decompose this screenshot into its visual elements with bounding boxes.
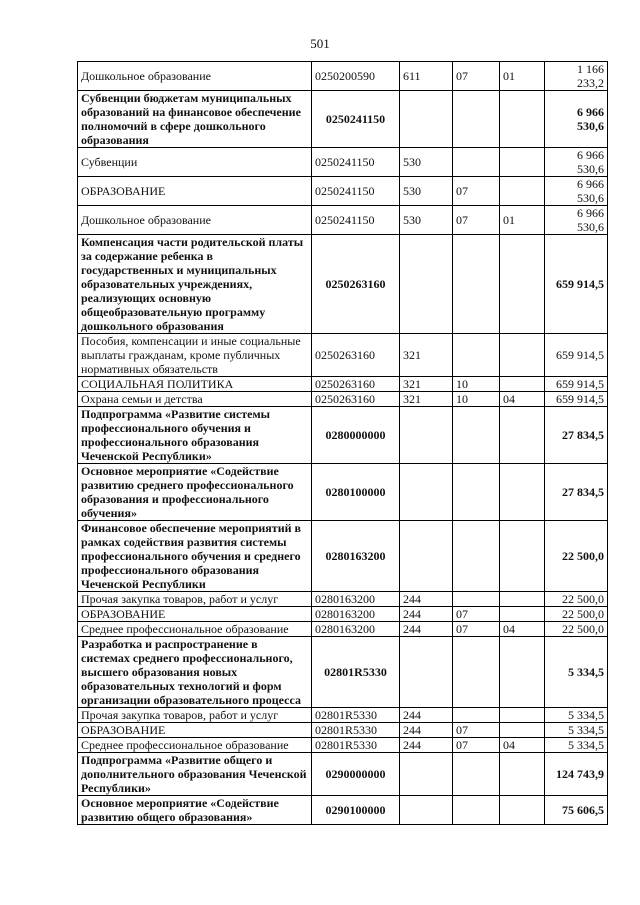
row-amount: 6 966 530,6	[545, 91, 608, 148]
row-amount: 27 834,5	[545, 407, 608, 464]
row-section: 07	[453, 622, 500, 637]
row-name: Охрана семьи и детства	[78, 392, 312, 407]
row-name: Среднее профессиональное образование	[78, 622, 312, 637]
row-subsection	[500, 796, 545, 825]
row-expense-type: 244	[400, 592, 453, 607]
row-name: ОБРАЗОВАНИЕ	[78, 607, 312, 622]
table-row	[78, 206, 608, 235]
row-name: Основное мероприятие «Содействие развитию среднего профессионального образования и профессионального обучения»	[78, 464, 312, 521]
row-section	[453, 407, 500, 464]
row-section	[453, 521, 500, 592]
row-code: 0250241150	[312, 91, 400, 148]
row-subsection	[500, 592, 545, 607]
row-amount: 27 834,5	[545, 464, 608, 521]
row-amount: 22 500,0	[545, 622, 608, 637]
row-section	[453, 235, 500, 334]
row-code: 02801R5330	[312, 637, 400, 708]
row-expense-type	[400, 235, 453, 334]
row-section	[453, 334, 500, 377]
row-section: 07	[453, 206, 500, 235]
row-expense-type	[400, 796, 453, 825]
row-section: 10	[453, 377, 500, 392]
row-name: Подпрограмма «Развитие общего и дополнительного образования Чеченской Республики»	[78, 753, 312, 796]
row-expense-type	[400, 753, 453, 796]
table-row	[78, 753, 608, 796]
row-amount: 22 500,0	[545, 607, 608, 622]
row-amount: 5 334,5	[545, 708, 608, 723]
row-section: 07	[453, 723, 500, 738]
table-row	[78, 521, 608, 592]
row-amount: 659 914,5	[545, 392, 608, 407]
row-amount: 5 334,5	[545, 637, 608, 708]
row-code: 0250200590	[312, 62, 400, 91]
table-row	[78, 334, 608, 377]
row-expense-type: 530	[400, 148, 453, 177]
row-code: 0290100000	[312, 796, 400, 825]
row-section	[453, 592, 500, 607]
row-code: 0280163200	[312, 622, 400, 637]
row-expense-type: 321	[400, 392, 453, 407]
row-code: 0250241150	[312, 206, 400, 235]
row-amount: 75 606,5	[545, 796, 608, 825]
row-expense-type	[400, 521, 453, 592]
row-subsection	[500, 723, 545, 738]
row-code: 0280163200	[312, 521, 400, 592]
row-subsection	[500, 91, 545, 148]
row-code: 0280000000	[312, 407, 400, 464]
row-section	[453, 708, 500, 723]
row-name: ОБРАЗОВАНИЕ	[78, 723, 312, 738]
row-name: Компенсация части родительской платы за содержание ребенка в государственных и муниципальных образовательных учреждениях, реализующих основную общеобразовательную программу дошкольного образования	[78, 235, 312, 334]
row-expense-type: 244	[400, 607, 453, 622]
row-subsection	[500, 464, 545, 521]
row-section	[453, 796, 500, 825]
row-code: 0280100000	[312, 464, 400, 521]
row-expense-type	[400, 637, 453, 708]
table-row	[78, 377, 608, 392]
row-section	[453, 91, 500, 148]
row-expense-type: 611	[400, 62, 453, 91]
table-row	[78, 62, 608, 91]
row-code: 0250241150	[312, 148, 400, 177]
row-code: 02801R5330	[312, 723, 400, 738]
row-subsection	[500, 377, 545, 392]
row-section: 07	[453, 177, 500, 206]
row-section: 07	[453, 607, 500, 622]
row-name: Подпрограмма «Развитие системы профессионального обучения и профессионального образования Чеченской Республики»	[78, 407, 312, 464]
table-row	[78, 177, 608, 206]
row-amount: 6 966 530,6	[545, 148, 608, 177]
row-amount: 6 966 530,6	[545, 177, 608, 206]
row-subsection	[500, 637, 545, 708]
row-expense-type: 244	[400, 723, 453, 738]
row-name: Прочая закупка товаров, работ и услуг	[78, 592, 312, 607]
row-code: 0250263160	[312, 392, 400, 407]
table-row	[78, 392, 608, 407]
row-section: 07	[453, 738, 500, 753]
row-code: 0290000000	[312, 753, 400, 796]
row-code: 02801R5330	[312, 708, 400, 723]
row-name: Дошкольное образование	[78, 206, 312, 235]
row-code: 0250263160	[312, 334, 400, 377]
row-code: 0250263160	[312, 235, 400, 334]
row-name: Финансовое обеспечение мероприятий в рамках содействия развития системы профессионального обучения и среднего профессионального образования Чеченской Республики	[78, 521, 312, 592]
row-subsection	[500, 177, 545, 206]
row-amount: 1 166 233,2	[545, 62, 608, 91]
row-expense-type: 530	[400, 206, 453, 235]
row-amount: 22 500,0	[545, 592, 608, 607]
row-subsection: 04	[500, 738, 545, 753]
row-expense-type: 244	[400, 708, 453, 723]
row-subsection	[500, 334, 545, 377]
row-name: СОЦИАЛЬНАЯ ПОЛИТИКА	[78, 377, 312, 392]
row-name: Субвенции	[78, 148, 312, 177]
row-expense-type: 244	[400, 622, 453, 637]
table-row	[78, 723, 608, 738]
row-code: 02801R5330	[312, 738, 400, 753]
table-row	[78, 407, 608, 464]
row-amount: 22 500,0	[545, 521, 608, 592]
row-amount: 6 966 530,6	[545, 206, 608, 235]
row-expense-type: 530	[400, 177, 453, 206]
row-subsection: 01	[500, 62, 545, 91]
row-subsection	[500, 708, 545, 723]
row-amount: 659 914,5	[545, 377, 608, 392]
row-amount: 659 914,5	[545, 235, 608, 334]
row-code: 0280163200	[312, 607, 400, 622]
row-name: Пособия, компенсации и иные социальные выплаты гражданам, кроме публичных нормативных обязательств	[78, 334, 312, 377]
row-subsection	[500, 235, 545, 334]
row-code: 0250241150	[312, 177, 400, 206]
row-name: ОБРАЗОВАНИЕ	[78, 177, 312, 206]
row-subsection: 01	[500, 206, 545, 235]
row-subsection	[500, 407, 545, 464]
table-body	[78, 62, 608, 825]
table-row	[78, 738, 608, 753]
row-expense-type: 244	[400, 738, 453, 753]
table-row	[78, 708, 608, 723]
row-expense-type: 321	[400, 334, 453, 377]
row-code: 0250263160	[312, 377, 400, 392]
row-subsection	[500, 148, 545, 177]
budget-table	[77, 61, 608, 825]
table-row	[78, 91, 608, 148]
row-expense-type	[400, 464, 453, 521]
row-amount: 124 743,9	[545, 753, 608, 796]
table-row	[78, 592, 608, 607]
row-expense-type	[400, 91, 453, 148]
table-row	[78, 796, 608, 825]
row-section: 10	[453, 392, 500, 407]
row-name: Дошкольное образование	[78, 62, 312, 91]
row-subsection	[500, 607, 545, 622]
row-name: Прочая закупка товаров, работ и услуг	[78, 708, 312, 723]
row-name: Разработка и распространение в системах среднего профессионального, высшего образования новых образовательных технологий и форм организации образовательного процесса	[78, 637, 312, 708]
table-row	[78, 607, 608, 622]
row-section	[453, 637, 500, 708]
page-number: 501	[310, 36, 330, 51]
row-name: Основное мероприятие «Содействие развитию общего образования»	[78, 796, 312, 825]
row-expense-type: 321	[400, 377, 453, 392]
row-amount: 659 914,5	[545, 334, 608, 377]
row-subsection: 04	[500, 622, 545, 637]
row-section	[453, 464, 500, 521]
table-row	[78, 622, 608, 637]
row-amount: 5 334,5	[545, 738, 608, 753]
row-section: 07	[453, 62, 500, 91]
row-subsection	[500, 521, 545, 592]
row-section	[453, 753, 500, 796]
table-row	[78, 637, 608, 708]
row-subsection	[500, 753, 545, 796]
row-amount: 5 334,5	[545, 723, 608, 738]
row-section	[453, 148, 500, 177]
row-code: 0280163200	[312, 592, 400, 607]
table-row	[78, 148, 608, 177]
row-name: Субвенции бюджетам муниципальных образований на финансовое обеспечение полномочий в сфере дошкольного образования	[78, 91, 312, 148]
table-row	[78, 464, 608, 521]
table-row	[78, 235, 608, 334]
row-expense-type	[400, 407, 453, 464]
row-name: Среднее профессиональное образование	[78, 738, 312, 753]
row-subsection: 04	[500, 392, 545, 407]
